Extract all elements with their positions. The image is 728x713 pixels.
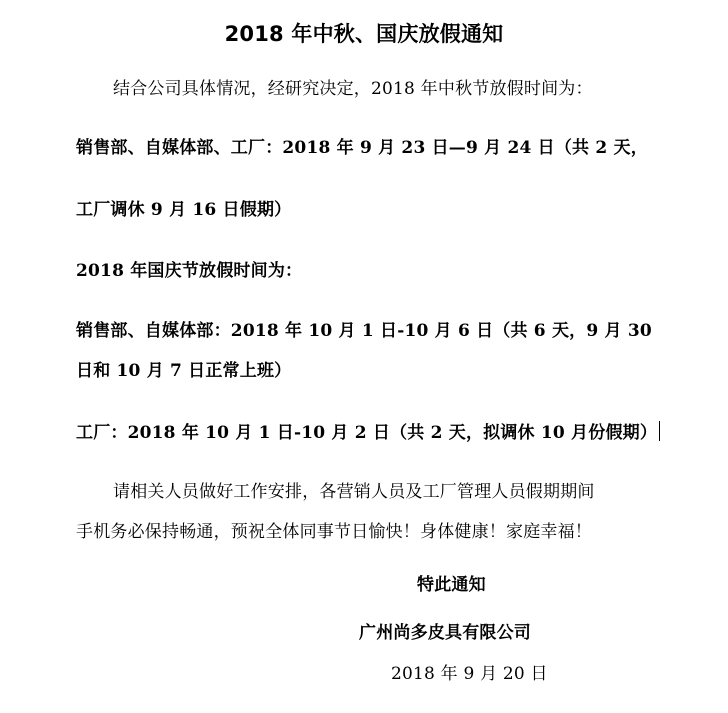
mid-autumn-schedule-line-1: 销售部、自媒体部、工厂：2018 年 9 月 23 日—9 月 24 日（共 2 天， xyxy=(76,138,648,158)
notice-paragraph-line-1: 请相关人员做好工作安排，各营销人员及工厂管理人员假期期间 xyxy=(113,482,595,502)
text-cursor xyxy=(659,421,660,441)
notice-paragraph-line-2: 手机务必保持畅通，预祝全体同事节日愉快！身体健康！家庭幸福！ xyxy=(76,522,592,542)
national-day-factory-text: 工厂：2018 年 10 月 1 日-10 月 2 日（共 2 天，拟调休 10 月份假期） xyxy=(76,423,658,443)
national-day-heading: 2018 年国庆节放假时间为： xyxy=(76,261,303,281)
mid-autumn-schedule-line-2: 工厂调休 9 月 16 日假期） xyxy=(76,200,292,220)
intro-paragraph: 结合公司具体情况，经研究决定，2018 年中秋节放假时间为： xyxy=(113,79,593,99)
national-day-sales-line-2: 日和 10 月 7 日正常上班） xyxy=(76,361,292,381)
closing-text: 特此通知 xyxy=(417,575,486,595)
national-day-sales-line-1: 销售部、自媒体部：2018 年 10 月 1 日-10 月 6 日（共 6 天，9 月 30 xyxy=(76,321,652,341)
national-day-factory-line[interactable] xyxy=(76,421,660,444)
issue-date: 2018 年 9 月 20 日 xyxy=(391,664,548,684)
document-title: 2018 年中秋、国庆放假通知 xyxy=(224,22,504,46)
company-name: 广州尚多皮具有限公司 xyxy=(359,623,531,643)
